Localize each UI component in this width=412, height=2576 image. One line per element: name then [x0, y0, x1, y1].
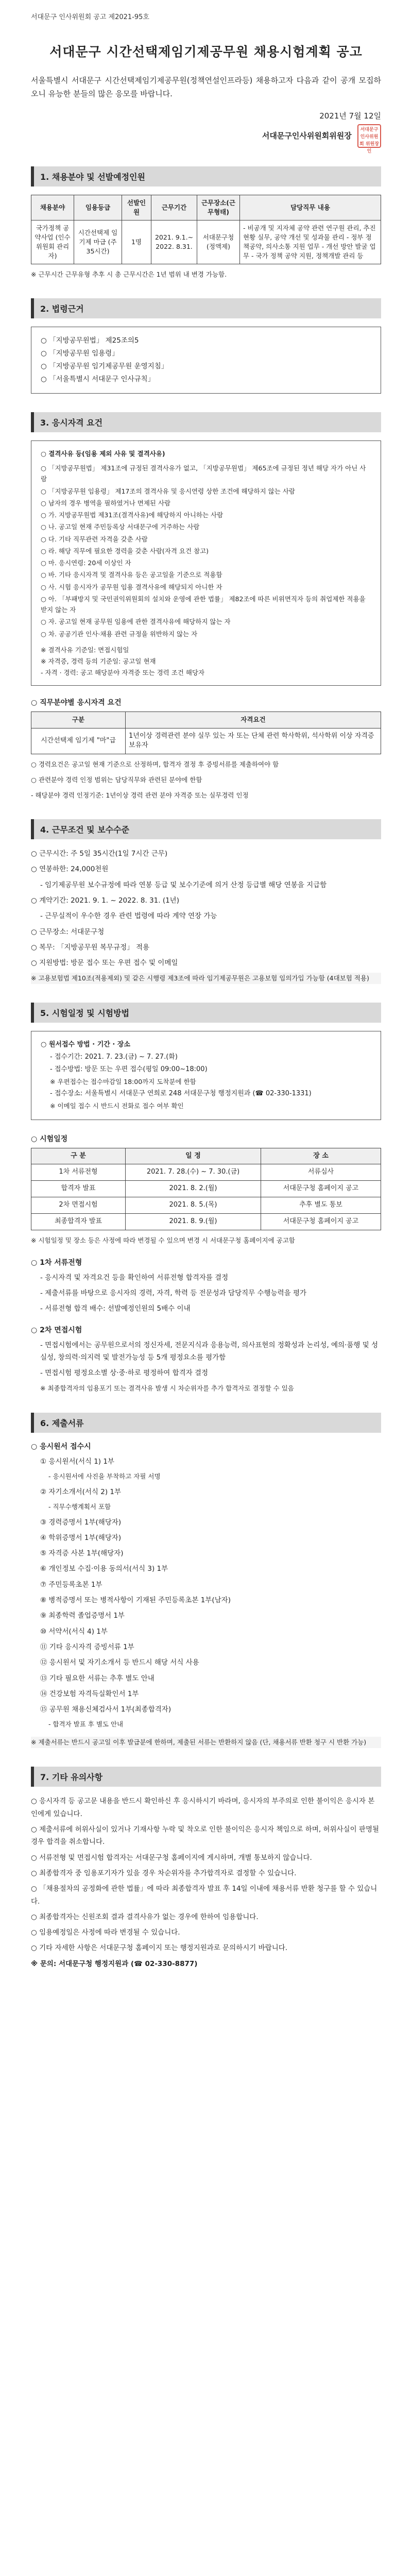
schedule-note: ※ 시험일정 및 장소 등은 사정에 따라 변경될 수 있으며 변경 시 서대문구청 홈페이지에 공고함 — [31, 1236, 295, 1244]
doc-item: ① 응시원서(서식 1) 1부 — [40, 1458, 114, 1466]
app-item: - 접수기간: 2021. 7. 23.(금) ~ 7. 27.(화) — [50, 1053, 178, 1061]
list-item: ○ 나. 공고일 현재 주민등록상 서대문구에 거주하는 사람 — [41, 521, 371, 532]
method2-item: - 면접시험 평정요소별 상·중·하로 평정하여 합격자 결정 — [40, 1369, 209, 1378]
qual-box-header: ○ 결격사유 등(임용 제외 사유 및 결격사유) — [41, 450, 165, 458]
section-4-header: 4. 근무조건 및 보수수준 — [31, 819, 381, 839]
qual-list — [41, 463, 371, 639]
list-item: ○ 「지방공무원 임용령」 제17조의 결격사유 및 응시연령 상한 조건에 해당하지 않는 사람 — [41, 486, 371, 497]
notice-item: ○ 「채용절차의 공정화에 관한 법률」에 따라 최종합격자 발표 후 14일 이내에 채용서류 반환 청구를 할 수 있습니다. — [31, 1885, 377, 1906]
notice-item: ○ 응시자격 등 공고문 내용을 반드시 확인하신 후 응시하시기 바라며, 응시자의 부주의로 인한 불이익은 응시자 본인에게 있습니다. — [31, 1797, 375, 1818]
work-conditions — [31, 848, 381, 984]
list-item: ○ 바. 기타 응시자격 및 결격사유 등은 공고일을 기준으로 적용함 — [41, 569, 371, 580]
work-extra: ※ 고용보험법 제10조(적용제외) 및 같은 시행령 제3조에 따라 임기제공무원은 고용보험 임의가입 가능함 (4대보험 적용) — [31, 973, 381, 985]
recruit-col-count: 선발인원 — [122, 195, 151, 220]
notice-item: ○ 제출서류에 허위사실이 있거나 기재사항 누락 및 착오로 인한 불이익은 응시자 책임으로 하며, 허위사실이 판명될 경우 합격을 취소합니다. — [31, 1825, 380, 1846]
section-5-header: 5. 시험일정 및 시험방법 — [31, 1003, 381, 1023]
doc-item: - 응시원서에 사진을 부착하고 자필 서명 — [48, 1472, 161, 1481]
doc-item: ⑪ 기타 응시자격 증빙서류 1부 — [40, 1642, 134, 1651]
app-item: ○ 원서접수 방법 · 기간 · 장소 — [41, 1041, 130, 1049]
recruit-note: ※ 근무시간 근무유형 추후 시 총 근무시간은 1년 범위 내 변경 가능함. — [31, 270, 227, 279]
schedule-cell: 합격자 발표 — [31, 1181, 126, 1197]
intro-org-name: 서대문구인사위원회위원장 — [262, 131, 352, 140]
recruit-grade: 시간선택제 임기제 마급 (주 35시간) — [74, 220, 122, 264]
list-item: ○ 차. 공공기관 인사·채용 관련 규정을 위반하지 않는 자 — [41, 629, 371, 639]
doc-item: ③ 경력증명서 1부(해당자) — [40, 1518, 122, 1527]
qual-footnote: ※ 결격사유 기준일: 면접시험일 — [41, 646, 129, 654]
notice-item: ○ 서류전형 및 면접시험 합격자는 서대문구청 홈페이지에 게시하며, 개별 통보하지 않습니다. — [31, 1853, 312, 1862]
list-item: ○ 남자의 경우 병역을 필하였거나 면제된 사람 — [41, 498, 371, 509]
recruit-duties: - 비공개 및 지자체 공약 관련 연구원 관리, 추진 현황 실무, 공약 개선 및 성과물 관리 - 정부 정책공약, 의사소통 지원 업무 - 개선 방안 발굴 업무 - 국가 정책 공약 지원, 정책개발 관리 등 — [240, 220, 381, 264]
method2-item: - 면접시험에서는 공무원으로서의 정신자세, 전문지식과 응용능력, 의사표현의 정확성과 논리성, 예의·품행 및 성실성, 창의력·의지력 및 발전가능성 등 5개 평정요소를 평가함 — [40, 1341, 379, 1362]
doc-item: ⑭ 건강보험 자격득실확인서 1부 — [40, 1689, 139, 1698]
table-row — [31, 1213, 381, 1230]
qual-extra2: - 자격 · 경력: 공고 해당분야 자격증 또는 경력 조건 해당자 — [41, 668, 205, 676]
method-item: - 응시자격 및 자격요건 등을 확인하여 서류전형 합격자를 결정 — [40, 1273, 229, 1282]
notice-item: ○ 기타 자세한 사항은 서대문구청 홈페이지 또는 행정지원과로 문의하시기 바랍니다. — [31, 1944, 288, 1953]
intro-org — [31, 124, 381, 154]
app-item: ※ 우편접수는 접수마감일 18:00까지 도착분에 한함 — [50, 1078, 196, 1086]
recruit-field: 국가정책 공약사업 (인수위원회 관리자) — [31, 220, 74, 264]
notice-item: ○ 최종합격자는 신원조회 결과 결격사유가 없는 경우에 한하여 임용합니다. — [31, 1912, 259, 1921]
documents-header: ○ 응시원서 접수시 — [31, 1443, 91, 1451]
recruit-col-duties: 담당직무 내용 — [240, 195, 381, 220]
qualification-box — [31, 440, 381, 686]
qual-req: 1년이상 경력관련 분야 실무 있는 자 또는 단체 관련 학사학위, 석사학위 이상 자격증 보유자 — [126, 728, 381, 754]
legal-item: ○ 「지방공무원 임기제공무원 운영지침」 — [41, 360, 371, 373]
table-row — [31, 1164, 381, 1181]
list-item: ○ 자. 공고일 현재 공무원 임용에 관한 결격사유에 해당하지 않는 자 — [41, 616, 371, 627]
method-item: - 제출서류를 바탕으로 응시자의 경력, 자격, 학력 등 전문성과 담당직무 수행능력을 평가 — [40, 1289, 307, 1298]
list-item: ○ 사. 시험 응시자가 공무원 임용 결격사유에 해당되지 아니한 자 — [41, 582, 371, 592]
qual-table — [31, 711, 381, 754]
doc-item: ⑨ 최종학력 졸업증명서 1부 — [40, 1612, 125, 1620]
schedule-cell: 2021. 8. 5.(목) — [126, 1197, 261, 1214]
qual-note: - 해당분야 경력 인정기준: 1년이상 경력 관련 분야 자격증 또는 실무경력 인정 — [31, 791, 249, 800]
schedule-cell: 2021. 7. 28.(수) ~ 7. 30.(금) — [126, 1164, 261, 1181]
app-item: ※ 이메일 접수 시 반드시 전화로 접수 여부 확인 — [50, 1102, 184, 1110]
notice-item: ○ 임용예정일은 사정에 따라 변경될 수 있습니다. — [31, 1928, 180, 1937]
recruit-col-place: 근무장소(근무형태) — [197, 195, 240, 220]
schedule-col-place: 장 소 — [261, 1148, 381, 1164]
table-row — [31, 220, 381, 264]
schedule-cell: 최종합격자 발표 — [31, 1213, 126, 1230]
qual-note: ○ 관련분야 경력 인정 범위는 담당직무와 관련된 분야에 한함 — [31, 776, 202, 784]
recruit-place: 서대문구청 (정액제) — [197, 220, 240, 264]
schedule-cell: 서대문구청 홈페이지 공고 — [261, 1213, 381, 1230]
qual-col-type: 구분 — [31, 712, 126, 728]
doc-item: ② 자기소개서(서식 2) 1부 — [40, 1487, 122, 1496]
section-3-header: 3. 응시자격 요건 — [31, 412, 381, 432]
doc-number: 서대문구 인사위원회 공고 제2021-95호 — [31, 13, 149, 21]
schedule-cell: 서류심사 — [261, 1164, 381, 1181]
app-item: - 접수방법: 방문 또는 우편 접수(평일 09:00~18:00) — [50, 1065, 208, 1074]
doc-item: ⑤ 자격증 사본 1부(해당자) — [40, 1549, 124, 1558]
table-row — [31, 1197, 381, 1214]
section-6-header: 6. 제출서류 — [31, 1413, 381, 1433]
table-row — [31, 1181, 381, 1197]
work-item: - 임기제공무원 보수규정에 따라 연봉 등급 및 보수기준에 의거 산정 등급별 해당 연봉을 지급함 — [40, 880, 327, 889]
work-item: ○ 근무시간: 주 5일 35시간(1일 7시간 근무) — [31, 850, 168, 858]
work-item: ○ 지원방법: 방문 접수 또는 우편 접수 및 이메일 — [31, 959, 178, 968]
recruit-table — [31, 195, 381, 265]
section-7-header: 7. 기타 유의사항 — [31, 1767, 381, 1787]
recruit-col-field: 채용분야 — [31, 195, 74, 220]
schedule-col-type: 구 분 — [31, 1148, 126, 1164]
intro-date: 2021년 7월 12일 — [319, 111, 381, 121]
list-item: ○ 아. 「부패방지 및 국민권익위원회의 설치와 운영에 관한 법률」 제82조에 따른 비위면직자 등의 취업제한 적용을 받지 않는 자 — [41, 594, 371, 616]
doc-item: ⑧ 병적증명서 또는 병적사항이 기재된 주민등록초본 1부(남자) — [40, 1596, 231, 1605]
qual-type: 시간선택제 임기제 "마"급 — [31, 728, 126, 754]
legal-item: ○ 「서울특별시 서대문구 인사규칙」 — [41, 373, 371, 386]
recruit-col-period: 근무기간 — [151, 195, 197, 220]
legal-item: ○ 「지방공무원법」 제25조의5 — [41, 334, 371, 347]
section-2-header: 2. 법령근거 — [31, 298, 381, 318]
list-item: ○ 마. 응시연령: 20세 이상인 자 — [41, 557, 371, 568]
application-box — [31, 1031, 381, 1120]
official-seal: 서대문구 인사위원회 위원장인 — [357, 124, 381, 148]
schedule-col-date: 일 정 — [126, 1148, 261, 1164]
method2-item: ※ 최종합격자의 임용포기 또는 결격사유 발생 시 차순위자를 추가 합격자로 결정할 수 있음 — [40, 1384, 294, 1392]
work-item: ○ 계약기간: 2021. 9. 1. ~ 2022. 8. 31. (1년) — [31, 896, 179, 905]
schedule-cell: 1차 서류전형 — [31, 1164, 126, 1181]
list-item: ○ 라. 해당 직무에 필요한 경력을 갖춘 사람(자격 요건 참고) — [41, 546, 371, 556]
legal-basis-box — [31, 327, 381, 394]
doc-item: ⑬ 기타 필요한 서류는 추후 별도 안내 — [40, 1674, 154, 1683]
work-item: ○ 연봉하한: 24,000천원 — [31, 865, 109, 874]
schedule-cell: 2021. 8. 2.(월) — [126, 1181, 261, 1197]
doc-item: ④ 학위증명서 1부(해당자) — [40, 1533, 122, 1542]
method-item: - 서류전형 합격 배수: 선발예정인원의 5배수 이내 — [40, 1304, 191, 1313]
doc-item: ⑦ 주민등록초본 1부 — [40, 1580, 102, 1589]
doc-item: ⑥ 개인정보 수집·이용 동의서(서식 3) 1부 — [40, 1565, 168, 1573]
doc-item: ⑮ 공무원 채용신체검사서 1부(최종합격자) — [40, 1705, 171, 1714]
list-item: ○ 가. 지방공무원법 제31조(결격사유)에 해당하지 아니하는 사람 — [41, 510, 371, 520]
notices-list — [31, 1795, 381, 1970]
method2-header: ○ 2차 면접시험 — [31, 1326, 82, 1334]
doc-item: - 합격자 발표 후 별도 안내 — [48, 1720, 124, 1728]
legal-item: ○ 「지방공무원 임용령」 — [41, 347, 371, 360]
page-title: 서대문구 시간선택제임기제공무원 채용시험계획 공고 — [49, 44, 363, 59]
schedule-cell: 서대문구청 홈페이지 공고 — [261, 1181, 381, 1197]
work-item: ○ 근무장소: 서대문구청 — [31, 927, 105, 936]
doc-item: ⑩ 서약서(서식 4) 1부 — [40, 1627, 108, 1636]
recruit-period: 2021. 9.1.~ 2022. 8.31. — [151, 220, 197, 264]
schedule-table — [31, 1148, 381, 1230]
doc-item: - 직무수행계획서 포함 — [48, 1503, 111, 1511]
qual-col-req: 자격요건 — [126, 712, 381, 728]
list-item: ○ 다. 기타 직무관련 자격을 갖춘 사람 — [41, 534, 371, 545]
work-item: - 근무실적이 우수한 경우 관련 법령에 따라 계약 연장 가능 — [40, 912, 217, 921]
notice-item: ○ 최종합격자 중 임용포기자가 있을 경우 차순위자를 추가합격자로 결정할 수 있습니다. — [31, 1869, 297, 1877]
list-item: ○ 「지방공무원법」 제31조에 규정된 결격사유가 없고, 「지방공무원법」 제65조에 규정된 정년 해당 자가 아닌 사람 — [41, 463, 371, 485]
documents-note: ※ 제출서류는 반드시 공고일 이후 발급분에 한하며, 제출된 서류는 반환하지 않음 (단, 채용서류 반환 청구 시 반환 가능) — [31, 1737, 381, 1749]
qual-extra: ※ 자격증, 경력 등의 기준일: 공고일 현재 — [41, 657, 156, 665]
recruit-col-grade: 임용등급 — [74, 195, 122, 220]
schedule-cell: 2차 면접시험 — [31, 1197, 126, 1214]
qual-note: ○ 경력요건은 공고일 현재 기준으로 산정하며, 합격자 결정 후 증빙서류를 제출하여야 함 — [31, 760, 279, 769]
schedule-cell: 추후 별도 통보 — [261, 1197, 381, 1214]
section-1-header: 1. 채용분야 및 선발예정인원 — [31, 166, 381, 187]
intro-text: 서울특별시 서대문구 시간선택제임기제공무원(정책연설인프라등) 채용하고자 다음과 같이 공개 모집하오니 유능한 분들의 많은 응모를 바랍니다. — [31, 76, 381, 99]
recruit-count: 1명 — [122, 220, 151, 264]
work-item: ○ 복무: 「지방공무원 복무규정」 적용 — [31, 943, 150, 952]
doc-item: ⑫ 응시원서 및 자기소개서 등 반드시 해당 서식 사용 — [40, 1658, 199, 1667]
method-header: ○ 1차 서류전형 — [31, 1258, 82, 1267]
notice-contact: ※ 문의: 서대문구청 행정지원과 (☎ 02-330-8877) — [31, 1959, 198, 1968]
schedule-cell: 2021. 8. 9.(월) — [126, 1213, 261, 1230]
app-item: - 접수장소: 서울특별시 서대문구 연희로 248 서대문구청 행정지원과 (☎ 02-330-1331) — [50, 1090, 312, 1098]
qual-table-title: ○ 직무분야별 응시자격 요건 — [31, 699, 122, 707]
table-row — [31, 728, 381, 754]
schedule-header: ○ 시험일정 — [31, 1134, 68, 1143]
documents-list — [31, 1455, 381, 1748]
